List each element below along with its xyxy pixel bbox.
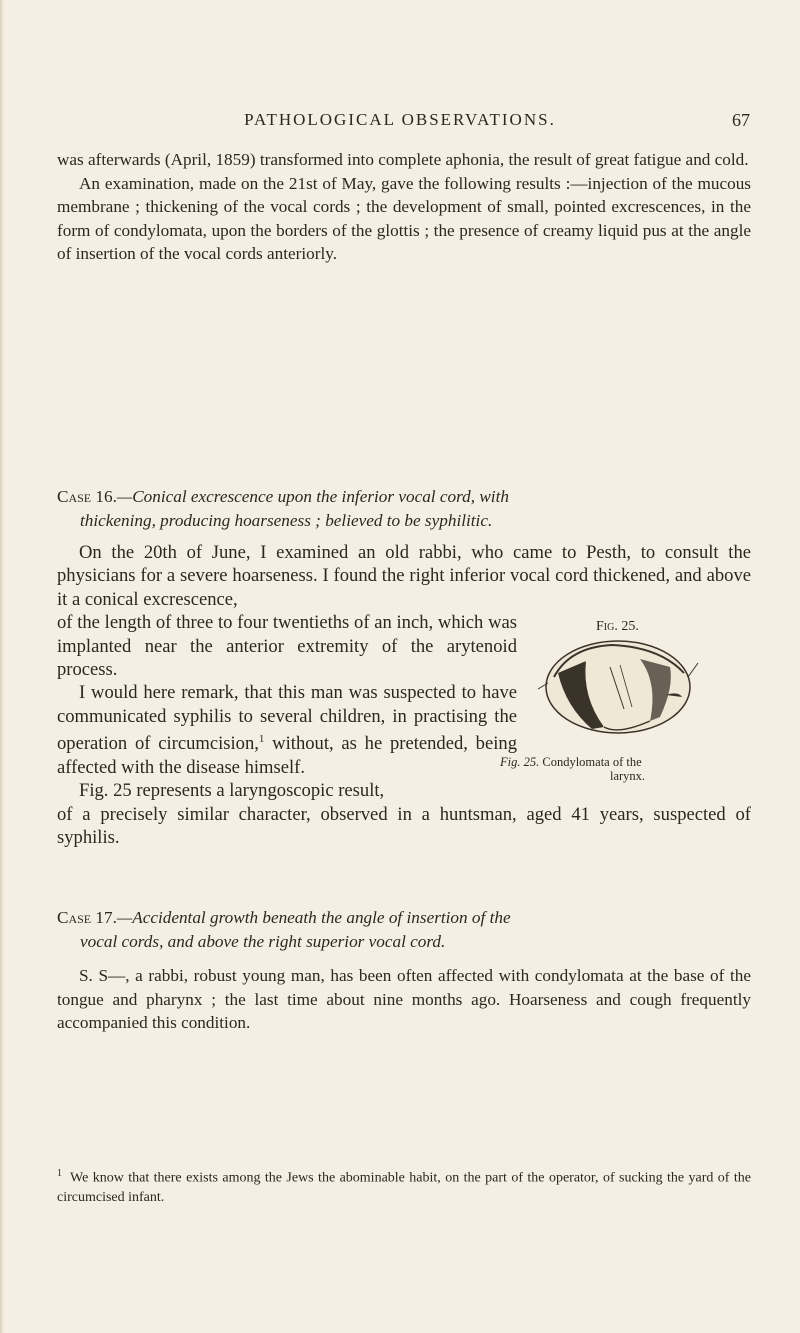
case-17-paragraph: S. S—, a rabbi, robust young man, has been often affected with condylomata at the base of the tongue and pharynx ; the last time about nine months ago. Hoarseness and cough frequently accompanied this condition.	[57, 966, 751, 1033]
case-16-paragraph-2	[57, 681, 517, 779]
examination-paragraph: An examination, made on the 21st of May, gave the following results :—injection of the mucous membrane ; thickening of the vocal cords ; the development of small, pointed excrescences, in the form of condylomata, upon the borders of the glottis ; the presence of creamy liquid pus at the angle of insertion of the vocal cords anteriorly.	[57, 173, 751, 264]
footnote-number: 1	[57, 1168, 62, 1179]
case-16-label: Case 16.	[57, 487, 117, 506]
running-header	[0, 110, 800, 136]
figure-caption-text-2: larynx.	[610, 769, 646, 783]
page-number: 67	[732, 110, 750, 130]
case-16-paragraph-1-cont: of the length of three to four twentieths of an inch, which was implanted near the anterior extremity of the arytenoid process.	[57, 612, 517, 681]
figure-label: Fig. 25.	[596, 619, 639, 634]
footnote	[57, 1164, 751, 1207]
footnote-marker: 1	[258, 733, 265, 746]
case-17-title-line-1: —Accidental growth beneath the angle of insertion of the	[116, 908, 511, 927]
figure-caption-text-1: Condylomata of the	[542, 755, 642, 769]
case-16-paragraph-2-text: I would here remark, that this man was suspected to have communicated syphilis to several children, in practising the operation of circumcision,	[57, 682, 517, 755]
case-16-paragraph-3-cont: of a precisely similar character, observed in a huntsman, aged 41 years, suspected of syphilis.	[57, 803, 751, 849]
case-16-title-line-2: thickening, producing hoarseness ; believed to be syphilitic.	[80, 510, 493, 530]
case-16-heading	[57, 485, 757, 532]
footnote-text: We know that there exists among the Jews the abominable habit, on the part of the operator, of sucking the yard of the circumcised infant.	[57, 1170, 751, 1205]
case-17-body	[57, 964, 751, 1035]
figure-25	[500, 619, 750, 799]
continuation-text	[57, 148, 751, 266]
figure-caption	[500, 755, 750, 783]
case-17-heading	[57, 906, 757, 953]
larynx-illustration	[500, 637, 750, 749]
case-16-paragraph-1: On the 20th of June, I examined an old rabbi, who came to Pesth, to consult the physicians for a severe hoarseness. I found the right inferior vocal cord thickened, and above it a conical excrescence,	[57, 542, 751, 610]
continuation-paragraph: was afterwards (April, 1859) transformed into complete aphonia, the result of great fatigue and cold.	[57, 150, 749, 169]
case-17-title-line-2: vocal cords, and above the right superior vocal cord.	[80, 931, 446, 951]
case-16-title-line-1: —Conical excrescence upon the inferior vocal cord, with	[116, 487, 509, 506]
figure-caption-number: Fig. 25.	[500, 755, 540, 769]
running-title: PATHOLOGICAL OBSERVATIONS.	[244, 110, 556, 129]
scan-edge	[0, 0, 4, 1333]
case-16-paragraph-3: Fig. 25 represents a laryngoscopic result,	[79, 780, 385, 802]
case-17-label: Case 17.	[57, 908, 117, 927]
case-16-paragraph-2-end: without, as he pretended, being affected with the disease himself.	[57, 733, 517, 778]
